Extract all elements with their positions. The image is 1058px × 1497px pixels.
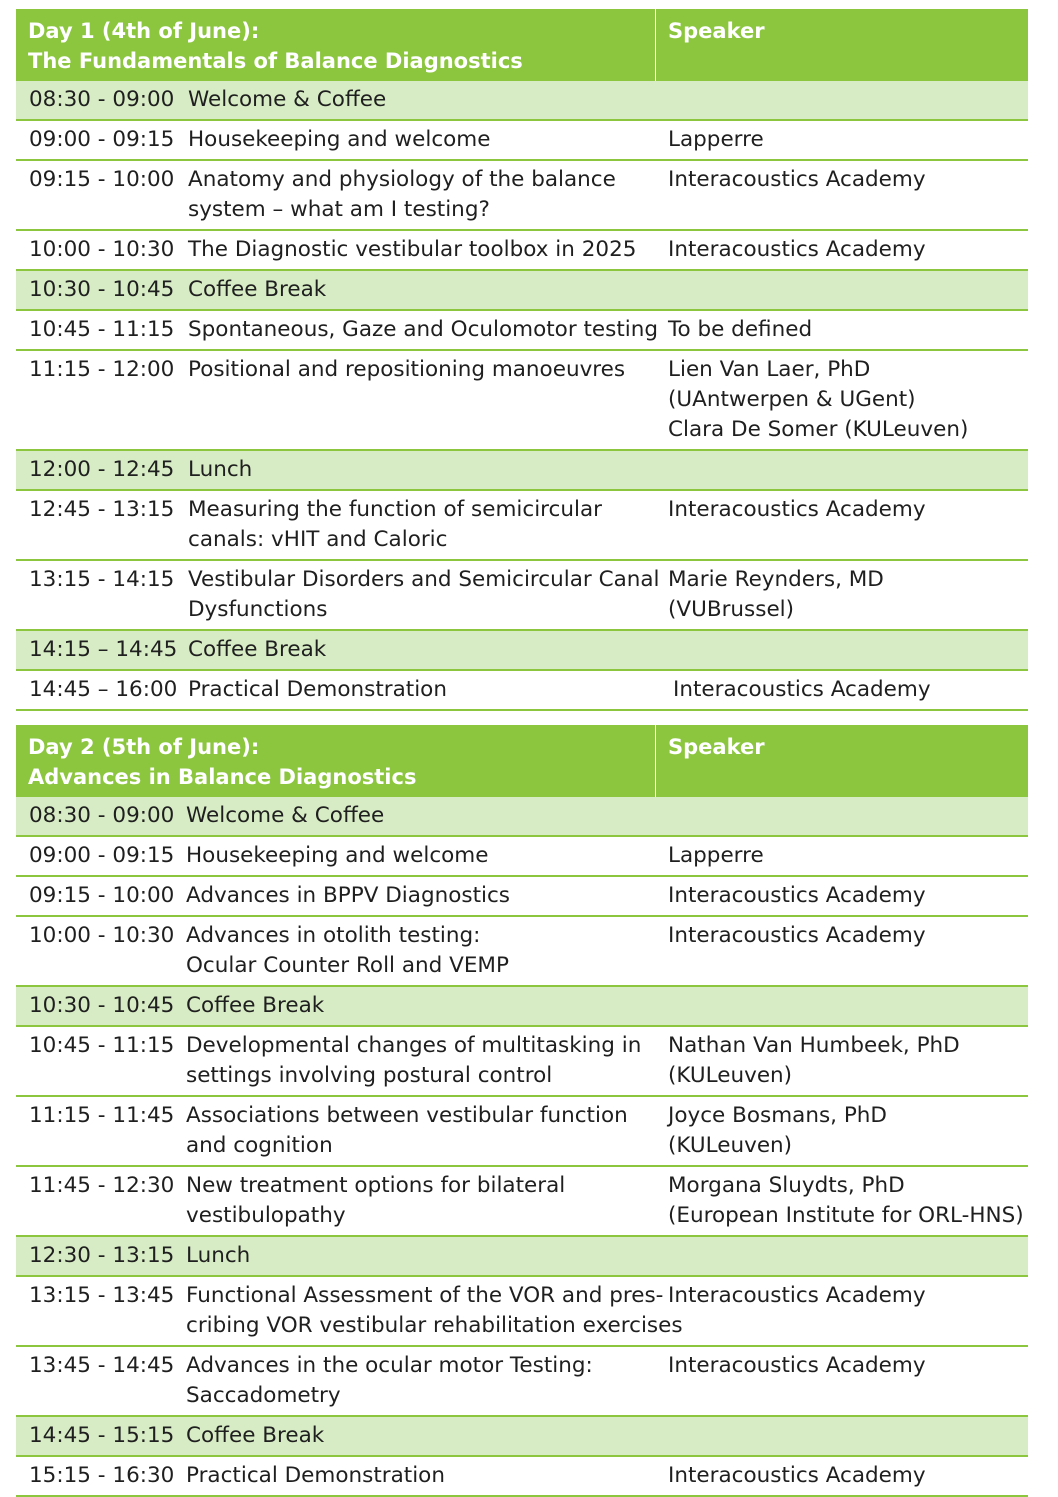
- session-time: 15:15 - 16:30: [29, 1463, 175, 1488]
- topic-line: Positional and repositioning manoeuvres: [188, 357, 626, 382]
- topic-line: Saccadometry: [186, 1383, 341, 1408]
- schedule-row: [16, 671, 1028, 711]
- schedule-row: [16, 1167, 1028, 1237]
- session-speaker: [668, 837, 1028, 875]
- schedule-row: [16, 451, 1028, 491]
- session-time: 11:15 - 12:00: [29, 357, 175, 382]
- topic-line: Dysfunctions: [188, 597, 328, 622]
- day1-header: [16, 9, 1028, 81]
- session-speaker: [668, 1277, 1028, 1345]
- session-time: 14:45 - 15:15: [29, 1423, 175, 1448]
- speaker-line: Interacoustics Academy: [668, 883, 926, 908]
- session-speaker: [668, 671, 1028, 709]
- session-time: 11:45 - 12:30: [29, 1173, 175, 1198]
- schedule-row: [16, 1097, 1028, 1167]
- day2-title: [16, 725, 656, 797]
- topic-line: Coffee Break: [186, 1423, 325, 1448]
- session-topic: [188, 271, 668, 309]
- speaker-line: Lien Van Laer, PhD: [668, 357, 871, 382]
- day2-title-date: Day 2 (5th of June):: [28, 735, 260, 759]
- session-topic: [186, 1027, 668, 1095]
- session-time: 10:00 - 10:30: [29, 237, 175, 262]
- session-time: 13:15 - 14:15: [29, 567, 175, 592]
- schedule-row: [16, 121, 1028, 161]
- session-time: 09:15 - 10:00: [29, 167, 175, 192]
- session-topic: [188, 631, 668, 669]
- speaker-line: Lapperre: [668, 843, 764, 868]
- day1-title-date: Day 1 (4th of June):: [28, 19, 260, 43]
- speaker-line: Interacoustics Academy: [668, 1463, 926, 1488]
- topic-line: canals: vHIT and Caloric: [188, 527, 448, 552]
- topic-line: Lunch: [188, 457, 253, 482]
- schedule-row: [16, 161, 1028, 231]
- session-speaker: [668, 231, 1028, 269]
- schedule-row: [16, 1417, 1028, 1457]
- session-time: 10:30 - 10:45: [29, 993, 175, 1018]
- day1-schedule: [16, 9, 1028, 711]
- schedule-row: [16, 1027, 1028, 1097]
- session-topic: [186, 1347, 668, 1415]
- session-topic: [186, 1167, 668, 1235]
- session-speaker: [668, 797, 1028, 835]
- session-topic: [188, 231, 668, 269]
- topic-line: cribing VOR vestibular rehabilitation exercises: [186, 1313, 683, 1338]
- session-speaker: [668, 271, 1028, 309]
- speaker-line: (VUBrussel): [668, 597, 795, 622]
- topic-line: Welcome & Coffee: [186, 803, 385, 828]
- topic-line: Advances in BPPV Diagnostics: [186, 883, 511, 908]
- topic-line: Advances in the ocular motor Testing:: [186, 1353, 593, 1378]
- topic-line: Developmental changes of multitasking in: [186, 1033, 642, 1058]
- speaker-line: Interacoustics Academy: [673, 677, 931, 702]
- speaker-line: Lapperre: [668, 127, 764, 152]
- speaker-line: Marie Reynders, MD: [668, 567, 884, 592]
- session-speaker: [668, 161, 1028, 229]
- session-time: 11:15 - 11:45: [29, 1103, 175, 1128]
- session-speaker: [668, 491, 1028, 559]
- session-time: 09:00 - 09:15: [29, 127, 175, 152]
- topic-line: Coffee Break: [186, 993, 325, 1018]
- schedule-row: [16, 271, 1028, 311]
- schedule-row: [16, 917, 1028, 987]
- topic-line: The Diagnostic vestibular toolbox in 2025: [188, 237, 637, 262]
- speaker-line: Joyce Bosmans, PhD: [668, 1103, 887, 1128]
- schedule-row: [16, 231, 1028, 271]
- topic-line: Anatomy and physiology of the balance: [188, 167, 616, 192]
- session-time: 14:45 – 16:00: [29, 677, 178, 702]
- speaker-line: Interacoustics Academy: [668, 923, 926, 948]
- day1-speaker-header: Speaker: [668, 19, 765, 43]
- session-topic: [186, 797, 668, 835]
- schedule-row: [16, 631, 1028, 671]
- session-time: 09:00 - 09:15: [29, 843, 175, 868]
- session-speaker: [668, 1237, 1028, 1275]
- session-speaker: [668, 1417, 1028, 1455]
- session-topic: [188, 671, 668, 709]
- session-topic: [188, 491, 668, 559]
- day1-rows: [16, 81, 1028, 711]
- topic-line: Housekeeping and welcome: [186, 843, 489, 868]
- session-time: 12:45 - 13:15: [29, 497, 175, 522]
- schedule-row: [16, 797, 1028, 837]
- session-topic: [186, 1097, 668, 1165]
- session-speaker: [668, 987, 1028, 1025]
- schedule-row: [16, 311, 1028, 351]
- topic-line: Ocular Counter Roll and VEMP: [186, 953, 509, 978]
- session-time: 10:00 - 10:30: [29, 923, 175, 948]
- schedule-row: [16, 1347, 1028, 1417]
- speaker-line: (European Institute for ORL-HNS): [668, 1203, 1024, 1228]
- day2-title-theme: Advances in Balance Diagnostics: [28, 765, 417, 789]
- day2-schedule: [16, 725, 1028, 1497]
- session-topic: [186, 877, 668, 915]
- session-speaker: [668, 311, 1028, 349]
- schedule-row: [16, 987, 1028, 1027]
- session-speaker: [668, 1097, 1028, 1165]
- session-topic: [188, 351, 668, 449]
- speaker-line: To be defined: [668, 317, 813, 342]
- schedule-row: [16, 837, 1028, 877]
- session-topic: [188, 561, 668, 629]
- speaker-line: Nathan Van Humbeek, PhD: [668, 1033, 960, 1058]
- speaker-line: (UAntwerpen & UGent): [668, 387, 916, 412]
- speaker-line: Clara De Somer (KULeuven): [668, 417, 969, 442]
- session-speaker: [668, 451, 1028, 489]
- topic-line: system – what am I testing?: [188, 197, 490, 222]
- topic-line: New treatment options for bilateral: [186, 1173, 566, 1198]
- schedule-row: [16, 877, 1028, 917]
- topic-line: Vestibular Disorders and Semicircular Canal: [188, 567, 660, 592]
- session-speaker: [668, 1347, 1028, 1415]
- topic-line: Spontaneous, Gaze and Oculomotor testing: [188, 317, 659, 342]
- session-time: 08:30 - 09:00: [29, 803, 175, 828]
- schedule-row: [16, 351, 1028, 451]
- speaker-line: Interacoustics Academy: [668, 167, 926, 192]
- topic-line: Advances in otolith testing:: [186, 923, 481, 948]
- speaker-line: Interacoustics Academy: [668, 1283, 926, 1308]
- topic-line: Associations between vestibular function: [186, 1103, 628, 1128]
- session-topic: [188, 121, 668, 159]
- session-time: 13:45 - 14:45: [29, 1353, 175, 1378]
- day1-title: [16, 9, 656, 81]
- day2-speaker-header: Speaker: [668, 735, 765, 759]
- session-time: 08:30 - 09:00: [29, 87, 175, 112]
- session-topic: [188, 311, 668, 349]
- session-speaker: [668, 1457, 1028, 1495]
- session-time: 12:30 - 13:15: [29, 1243, 175, 1268]
- day2-rows: [16, 797, 1028, 1497]
- speaker-line: (KULeuven): [668, 1063, 793, 1088]
- speaker-line: (KULeuven): [668, 1133, 793, 1158]
- session-speaker: [668, 1027, 1028, 1095]
- session-topic: [188, 161, 668, 229]
- session-time: 12:00 - 12:45: [29, 457, 175, 482]
- session-topic: [186, 917, 668, 985]
- session-topic: [186, 987, 668, 1025]
- topic-line: vestibulopathy: [186, 1203, 346, 1228]
- speaker-line: Interacoustics Academy: [668, 497, 926, 522]
- schedule-row: [16, 1457, 1028, 1497]
- session-topic: [186, 1457, 668, 1495]
- schedule-row: [16, 1277, 1028, 1347]
- session-topic: [186, 1237, 668, 1275]
- schedule-row: [16, 561, 1028, 631]
- topic-line: Practical Demonstration: [186, 1463, 445, 1488]
- topic-line: Lunch: [186, 1243, 251, 1268]
- session-speaker: [668, 81, 1028, 119]
- topic-line: settings involving postural control: [186, 1063, 553, 1088]
- session-speaker: [668, 917, 1028, 985]
- day2-header: [16, 725, 1028, 797]
- topic-line: and cognition: [186, 1133, 333, 1158]
- session-topic: [186, 1277, 683, 1345]
- program-page: [16, 9, 1028, 1497]
- session-topic: [186, 1417, 668, 1455]
- session-speaker: [668, 351, 1028, 449]
- topic-line: Coffee Break: [188, 277, 327, 302]
- topic-line: Coffee Break: [188, 637, 327, 662]
- speaker-line: Morgana Sluydts, PhD: [668, 1173, 905, 1198]
- speaker-line: Interacoustics Academy: [668, 1353, 926, 1378]
- session-speaker: [668, 121, 1028, 159]
- session-topic: [186, 837, 668, 875]
- session-time: 10:45 - 11:15: [29, 317, 175, 342]
- session-time: 13:15 - 13:45: [29, 1283, 175, 1308]
- speaker-line: Interacoustics Academy: [668, 237, 926, 262]
- day1-title-theme: The Fundamentals of Balance Diagnostics: [28, 49, 523, 73]
- topic-line: Welcome & Coffee: [188, 87, 387, 112]
- schedule-row: [16, 1237, 1028, 1277]
- session-speaker: [668, 1167, 1028, 1235]
- topic-line: Housekeeping and welcome: [188, 127, 491, 152]
- session-speaker: [668, 561, 1028, 629]
- session-speaker: [668, 877, 1028, 915]
- topic-line: Practical Demonstration: [188, 677, 447, 702]
- session-topic: [188, 81, 668, 119]
- session-time: 09:15 - 10:00: [29, 883, 175, 908]
- topic-line: Functional Assessment of the VOR and pres-: [186, 1283, 664, 1308]
- session-topic: [188, 451, 668, 489]
- schedule-row: [16, 491, 1028, 561]
- session-time: 10:45 - 11:15: [29, 1033, 175, 1058]
- session-time: 14:15 – 14:45: [29, 637, 178, 662]
- topic-line: Measuring the function of semicircular: [188, 497, 602, 522]
- schedule-row: [16, 81, 1028, 121]
- session-speaker: [668, 631, 1028, 669]
- session-time: 10:30 - 10:45: [29, 277, 175, 302]
